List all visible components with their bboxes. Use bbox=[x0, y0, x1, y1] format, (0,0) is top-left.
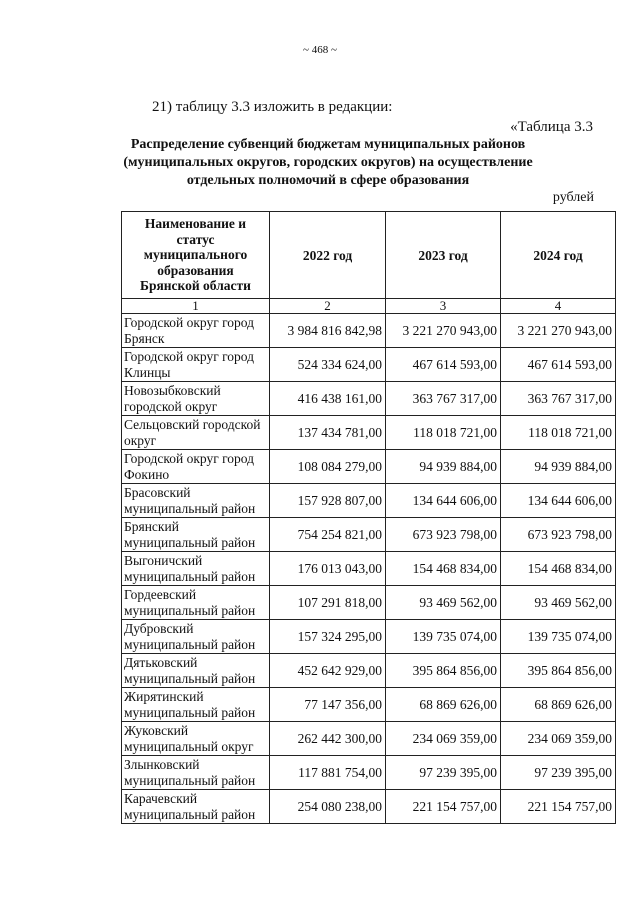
value-2024-cell: 154 468 834,00 bbox=[501, 552, 616, 586]
value-2022-cell: 3 984 816 842,98 bbox=[270, 314, 386, 348]
header-2022: 2022 год bbox=[270, 212, 386, 299]
value-2024-cell: 467 614 593,00 bbox=[501, 348, 616, 382]
header-name: Наименование и статус муниципального образования Брянской области bbox=[122, 212, 270, 299]
column-number-row bbox=[122, 299, 616, 314]
municipality-name-cell: Городской округ город Клинцы bbox=[122, 348, 270, 382]
value-2024-cell: 94 939 884,00 bbox=[501, 450, 616, 484]
value-2024-cell: 118 018 721,00 bbox=[501, 416, 616, 450]
table-label: «Таблица 3.3 bbox=[510, 119, 593, 135]
table-row bbox=[122, 348, 616, 382]
value-2022-cell: 262 442 300,00 bbox=[270, 722, 386, 756]
table-row bbox=[122, 722, 616, 756]
table-row bbox=[122, 756, 616, 790]
table-row bbox=[122, 654, 616, 688]
value-2023-cell: 395 864 856,00 bbox=[386, 654, 501, 688]
municipality-name-cell: Жуковский муниципальный округ bbox=[122, 722, 270, 756]
table-row bbox=[122, 450, 616, 484]
value-2022-cell: 416 438 161,00 bbox=[270, 382, 386, 416]
page-number: ~ 468 ~ bbox=[303, 44, 337, 56]
value-2024-cell: 93 469 562,00 bbox=[501, 586, 616, 620]
value-2022-cell: 754 254 821,00 bbox=[270, 518, 386, 552]
table-row bbox=[122, 314, 616, 348]
value-2022-cell: 452 642 929,00 bbox=[270, 654, 386, 688]
municipality-name-cell: Гордеевский муниципальный район bbox=[122, 586, 270, 620]
value-2023-cell: 94 939 884,00 bbox=[386, 450, 501, 484]
column-number: 4 bbox=[501, 299, 616, 314]
table-row bbox=[122, 790, 616, 824]
column-number: 3 bbox=[386, 299, 501, 314]
table-row bbox=[122, 382, 616, 416]
table-body bbox=[122, 314, 616, 824]
value-2022-cell: 524 334 624,00 bbox=[270, 348, 386, 382]
municipality-name-cell: Карачевский муниципальный район bbox=[122, 790, 270, 824]
value-2023-cell: 134 644 606,00 bbox=[386, 484, 501, 518]
value-2024-cell: 3 221 270 943,00 bbox=[501, 314, 616, 348]
table-row bbox=[122, 552, 616, 586]
heading-line-1: Распределение субвенций бюджетам муниципальных районов bbox=[130, 137, 526, 152]
value-2023-cell: 93 469 562,00 bbox=[386, 586, 501, 620]
value-2023-cell: 363 767 317,00 bbox=[386, 382, 501, 416]
table-row bbox=[122, 586, 616, 620]
municipality-name-cell: Злынковский муниципальный район bbox=[122, 756, 270, 790]
value-2022-cell: 254 080 238,00 bbox=[270, 790, 386, 824]
municipality-name-cell: Городской округ город Брянск bbox=[122, 314, 270, 348]
municipality-name-cell: Выгоничский муниципальный район bbox=[122, 552, 270, 586]
municipality-name-cell: Дятьковский муниципальный район bbox=[122, 654, 270, 688]
value-2023-cell: 221 154 757,00 bbox=[386, 790, 501, 824]
units-label: рублей bbox=[552, 190, 594, 205]
value-2024-cell: 97 239 395,00 bbox=[501, 756, 616, 790]
value-2024-cell: 221 154 757,00 bbox=[501, 790, 616, 824]
value-2023-cell: 68 869 626,00 bbox=[386, 688, 501, 722]
table-row bbox=[122, 416, 616, 450]
value-2023-cell: 139 735 074,00 bbox=[386, 620, 501, 654]
value-2024-cell: 395 864 856,00 bbox=[501, 654, 616, 688]
value-2022-cell: 176 013 043,00 bbox=[270, 552, 386, 586]
value-2023-cell: 154 468 834,00 bbox=[386, 552, 501, 586]
value-2023-cell: 118 018 721,00 bbox=[386, 416, 501, 450]
value-2023-cell: 234 069 359,00 bbox=[386, 722, 501, 756]
value-2023-cell: 97 239 395,00 bbox=[386, 756, 501, 790]
table-header-row bbox=[122, 212, 616, 299]
municipality-name-cell: Сельцовский городской округ bbox=[122, 416, 270, 450]
value-2024-cell: 363 767 317,00 bbox=[501, 382, 616, 416]
value-2022-cell: 117 881 754,00 bbox=[270, 756, 386, 790]
value-2022-cell: 107 291 818,00 bbox=[270, 586, 386, 620]
value-2022-cell: 77 147 356,00 bbox=[270, 688, 386, 722]
table-row bbox=[122, 688, 616, 722]
municipality-name-cell: Брасовский муниципальный район bbox=[122, 484, 270, 518]
value-2024-cell: 139 735 074,00 bbox=[501, 620, 616, 654]
intro-text: 21) таблицу 3.3 изложить в редакции: bbox=[152, 99, 393, 115]
value-2022-cell: 108 084 279,00 bbox=[270, 450, 386, 484]
heading-line-3: отдельных полномочий в сфере образования bbox=[186, 173, 470, 188]
table-heading bbox=[118, 136, 538, 190]
value-2022-cell: 157 324 295,00 bbox=[270, 620, 386, 654]
table-row bbox=[122, 484, 616, 518]
value-2023-cell: 467 614 593,00 bbox=[386, 348, 501, 382]
value-2023-cell: 673 923 798,00 bbox=[386, 518, 501, 552]
value-2024-cell: 234 069 359,00 bbox=[501, 722, 616, 756]
heading-line-2: (муниципальных округов, городских округов) на осуществление bbox=[123, 155, 533, 170]
table-row bbox=[122, 620, 616, 654]
table-row bbox=[122, 518, 616, 552]
municipality-name-cell: Жирятинский муниципальный район bbox=[122, 688, 270, 722]
value-2023-cell: 3 221 270 943,00 bbox=[386, 314, 501, 348]
header-2024: 2024 год bbox=[501, 212, 616, 299]
subsidy-table bbox=[121, 211, 616, 824]
value-2022-cell: 157 928 807,00 bbox=[270, 484, 386, 518]
value-2024-cell: 68 869 626,00 bbox=[501, 688, 616, 722]
column-number: 1 bbox=[122, 299, 270, 314]
header-2023: 2023 год bbox=[386, 212, 501, 299]
municipality-name-cell: Новозыбковский городской округ bbox=[122, 382, 270, 416]
value-2022-cell: 137 434 781,00 bbox=[270, 416, 386, 450]
municipality-name-cell: Городской округ город Фокино bbox=[122, 450, 270, 484]
municipality-name-cell: Дубровский муниципальный район bbox=[122, 620, 270, 654]
column-number: 2 bbox=[270, 299, 386, 314]
municipality-name-cell: Брянский муниципальный район bbox=[122, 518, 270, 552]
value-2024-cell: 134 644 606,00 bbox=[501, 484, 616, 518]
value-2024-cell: 673 923 798,00 bbox=[501, 518, 616, 552]
